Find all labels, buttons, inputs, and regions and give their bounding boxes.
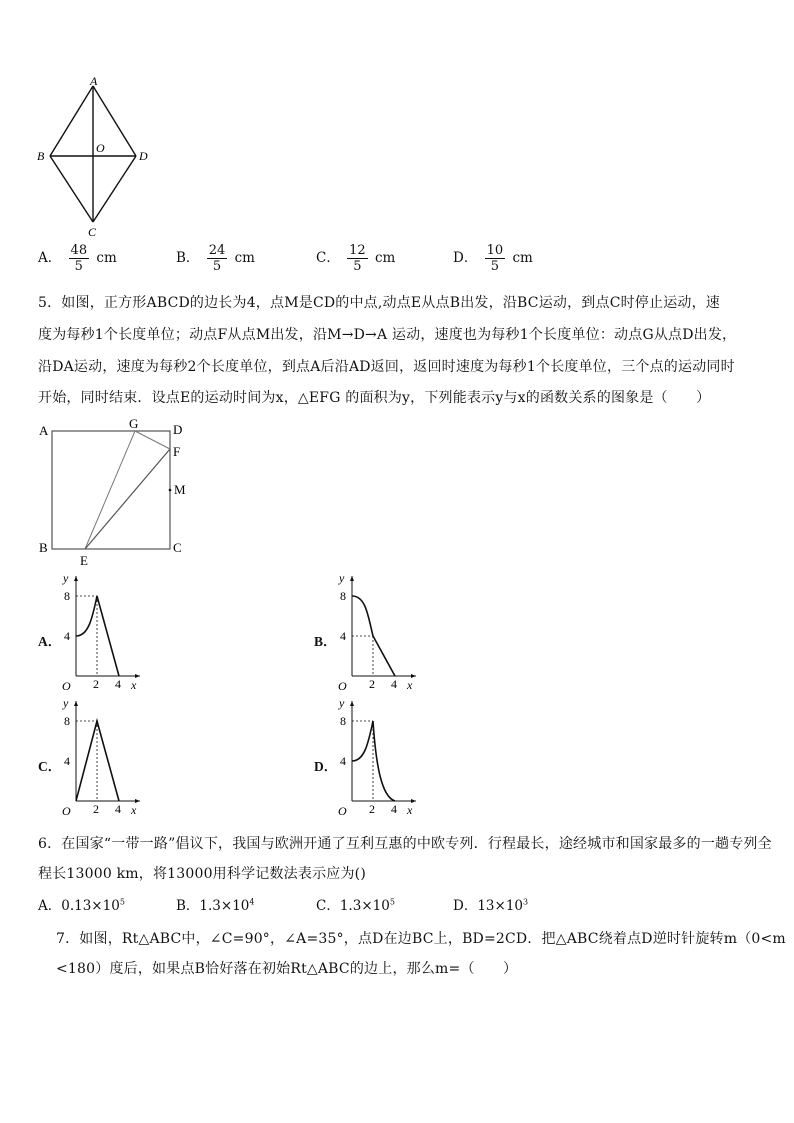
square-label-a: A [39,423,49,438]
fraction: $\frac{12}{5}$ [349,243,366,274]
origin: O [338,679,347,693]
q6-option-b[interactable]: B．$1.3\times 10^4$ [176,897,255,914]
q6-option-a[interactable]: A．$0.13\times 10^5$ [38,897,125,914]
q6-line-1: 6．在国家“一带一路”倡议下，我国与欧洲开通了互利互惠的中欧专列．行程最长，途经城市和国家最多的一趟专列全 [38,836,772,852]
square-label-g: G [129,416,139,431]
tick-y4: 4 [340,754,346,768]
q4-option-b[interactable] [176,243,255,274]
axis-x: x [131,803,137,817]
tick-y4: 4 [64,754,70,768]
rhombus-label-d: D [139,149,148,163]
q5-line-4: 开始，同时结束．设点E的运动时间为x，△EFG 的面积为y，下列能表示y与x的函数关系的图象是（ ） [38,390,711,406]
tick-y8: 8 [64,714,70,728]
origin: O [62,679,71,693]
q5-line-2: 度为每秒1个长度单位；动点F从点M出发，沿M→D→A 运动，速度也为每秒1个长度单位：动点G从点D出发， [38,327,737,343]
option-letter: A． [38,250,62,266]
option-letter: C． [316,250,340,266]
q5-line-3: 沿DA运动，速度为每秒2个长度单位，到点A后沿AD返回，返回时速度为每秒1个长度单位，三个点的运动同时 [38,359,735,375]
tick-x4: 4 [115,677,121,691]
tick-x4: 4 [391,677,397,691]
fraction: $\frac{24}{5}$ [208,243,226,274]
origin: O [62,804,71,818]
rhombus-label-b: B [37,149,45,163]
option-letter: B． [176,250,200,266]
axis-y: y [339,572,345,585]
option-letter: D． [453,250,478,266]
square-label-b: B [39,540,48,555]
axis-x: x [131,678,137,692]
q5-option-a-label[interactable]: A． [38,634,62,649]
axis-x: x [407,803,413,817]
tick-y4: 4 [64,629,70,643]
q4-option-c[interactable] [316,243,395,274]
unit: cm [234,250,255,266]
tick-x4: 4 [391,802,397,816]
rhombus-figure [30,72,170,242]
q6-option-c[interactable]: C．$1.3\times 10^5$ [316,897,395,914]
q7-line-1: 7．如图，Rt△ABC中，∠C=90°，∠A=35°，点D在边BC上，BD=2CD．把△ABC绕着点D逆时针旋转m（0<m [56,931,786,947]
square-label-f: F [173,444,181,459]
unit: cm [96,250,117,266]
rhombus-label-o: O [96,141,105,155]
axis-y: y [63,572,69,585]
graph-c[interactable] [58,697,148,819]
tick-x2: 2 [93,677,99,691]
q5-option-c-label[interactable]: C． [38,759,62,774]
fraction: $\frac{48}{5}$ [70,243,88,274]
q5-option-b-label[interactable]: B． [314,634,337,649]
square-label-d: D [173,422,183,437]
square-label-c: C [173,540,182,555]
tick-y8: 8 [64,589,70,603]
square-label-e: E [80,553,88,568]
q4-option-a[interactable] [38,243,117,274]
q6-option-d[interactable]: D．$13\times 10^3$ [453,897,529,914]
unit: cm [374,250,396,266]
q6-line-2: 程长13000 km，将13000用科学记数法表示应为() [38,866,367,882]
axis-x: x [407,678,413,692]
q4-option-d[interactable] [453,243,533,274]
tick-x2: 2 [369,677,375,691]
axis-y: y [63,697,69,710]
origin: O [338,804,347,818]
tick-y4: 4 [340,629,346,643]
square-label-m: M [174,482,186,497]
q5-option-d-label[interactable]: D． [314,759,338,774]
graph-a[interactable] [58,572,148,694]
tick-x4: 4 [115,802,121,816]
graph-b[interactable] [334,572,424,694]
rhombus-label-c: C [88,225,97,239]
rhombus-label-a: A [90,74,98,88]
q7-line-2: <180）度后，如果点B恰好落在初始Rt△ABC的边上，那么m=（ ） [56,961,518,977]
axis-y: y [339,697,345,710]
tick-x2: 2 [369,802,375,816]
q5-line-1: 5．如图，正方形ABCD的边长为4，点M是CD的中点,动点E从点B出发，沿BC运动，到点C时停止运动，速 [38,295,721,311]
unit: cm [512,250,533,266]
tick-y8: 8 [340,589,346,603]
tick-y8: 8 [340,714,346,728]
fraction: $\frac{10}{5}$ [486,243,504,274]
graph-d[interactable] [334,697,424,819]
tick-x2: 2 [93,802,99,816]
square-figure [36,416,196,572]
